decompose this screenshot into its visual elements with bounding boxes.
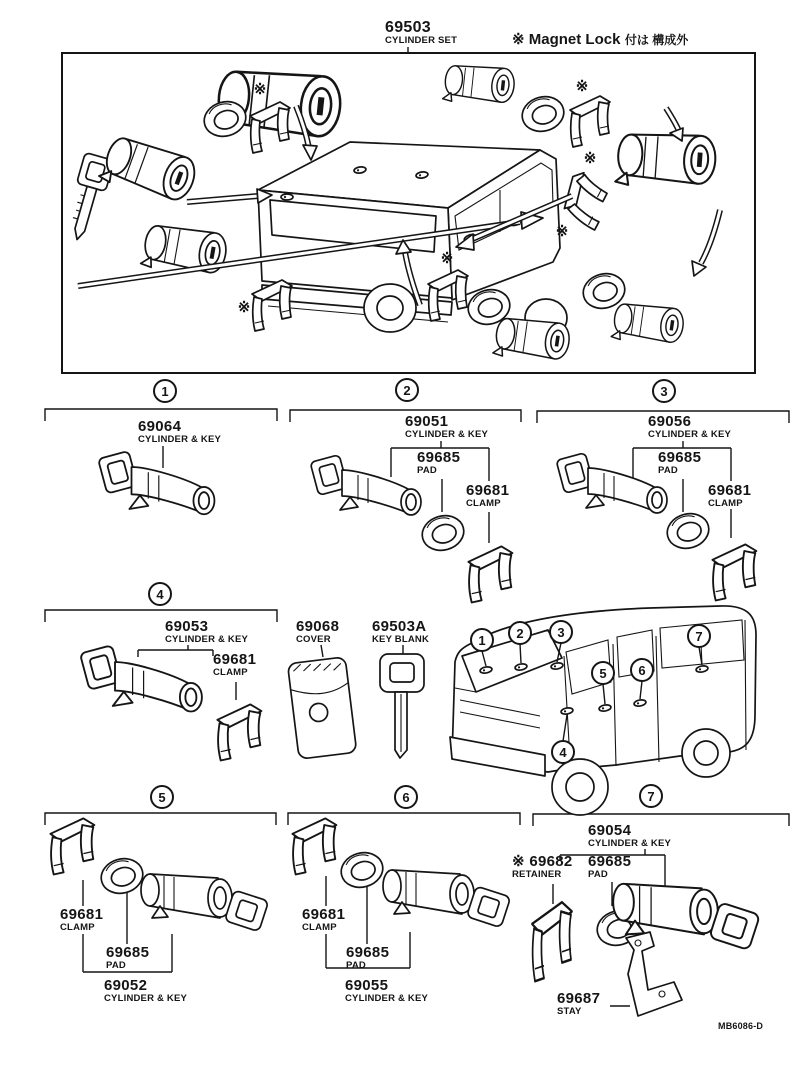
van-callout-5: 5 bbox=[591, 661, 615, 685]
set-title bbox=[385, 19, 457, 47]
part-label: ※ 69682 RETAINER bbox=[512, 853, 573, 881]
van-callout-2: 2 bbox=[508, 621, 532, 645]
part-label: 69681 CLAMP bbox=[466, 482, 510, 510]
cylinder-key-drawing bbox=[556, 453, 667, 513]
section-number-3: 3 bbox=[652, 379, 676, 403]
set-name: CYLINDER SET bbox=[385, 35, 458, 47]
clamp-drawing bbox=[292, 818, 336, 874]
cylinder-drawing bbox=[611, 300, 685, 348]
magnet-mark: ※ bbox=[440, 250, 454, 267]
magnet-lock-note bbox=[512, 30, 688, 49]
cylinder-key-drawing bbox=[310, 455, 421, 515]
van-callout-7: 7 bbox=[687, 624, 711, 648]
part-label: 69068 COVER bbox=[296, 618, 340, 646]
clamp-drawing bbox=[570, 96, 610, 147]
cylinder-drawing bbox=[615, 130, 717, 191]
cylinder-drawing bbox=[442, 62, 515, 107]
cylinder-key-drawing bbox=[80, 645, 202, 711]
clamp-drawing bbox=[712, 544, 756, 600]
part-label: 69685 PAD bbox=[106, 944, 150, 972]
note-text: Magnet Lock bbox=[528, 31, 621, 48]
note-symbol: ※ bbox=[512, 31, 525, 48]
part-label: 69054 CYLINDER & KEY bbox=[588, 822, 672, 850]
magnet-mark: ※ bbox=[253, 81, 267, 98]
pad-drawing bbox=[418, 511, 467, 555]
diagram-code: MB6086-D bbox=[718, 1021, 764, 1031]
part-label: 69685 PAD bbox=[346, 944, 390, 972]
van-callout-4: 4 bbox=[551, 740, 575, 764]
part-label: 69053 CYLINDER & KEY bbox=[165, 618, 249, 646]
section-number-1: 1 bbox=[153, 379, 177, 403]
part-label: 69681 CLAMP bbox=[213, 651, 257, 679]
van-callout-6: 6 bbox=[630, 658, 654, 682]
section-number-2: 2 bbox=[395, 378, 419, 402]
van-callout-1: 1 bbox=[470, 628, 494, 652]
part-label: 69064 CYLINDER & KEY bbox=[138, 418, 222, 446]
cylinder-key-drawing bbox=[98, 451, 214, 514]
pad-drawing bbox=[97, 854, 146, 898]
key-blank-drawing bbox=[380, 654, 424, 758]
cylinder-key-drawing bbox=[141, 874, 269, 932]
cylinder-key-drawing bbox=[383, 870, 511, 928]
part-label: 69051 CYLINDER & KEY bbox=[405, 413, 489, 441]
clamp-drawing bbox=[217, 704, 261, 760]
part-label: 69681 CLAMP bbox=[708, 482, 752, 510]
cover-drawing bbox=[287, 657, 356, 759]
part-label: 69685 PAD bbox=[417, 449, 461, 477]
clamp-drawing bbox=[252, 280, 292, 331]
section-number-4: 4 bbox=[148, 582, 172, 606]
part-label: 69503A KEY BLANK bbox=[372, 618, 430, 646]
part-label: 69681 CLAMP bbox=[302, 906, 346, 934]
set-number: 69503 bbox=[385, 19, 431, 36]
part-label: 69055 CYLINDER & KEY bbox=[345, 977, 429, 1005]
pad-drawing bbox=[337, 848, 386, 892]
section-number-6: 6 bbox=[394, 785, 418, 809]
section-number-5: 5 bbox=[150, 785, 174, 809]
van-callout-3: 3 bbox=[549, 620, 573, 644]
magnet-mark: ※ bbox=[555, 223, 569, 240]
stay-drawing bbox=[626, 932, 682, 1016]
part-label: 69687 STAY bbox=[557, 990, 601, 1018]
clamp-drawing bbox=[468, 546, 512, 602]
magnet-mark: ※ bbox=[237, 299, 251, 316]
magnet-mark: ※ bbox=[575, 78, 589, 95]
part-label: 69056 CYLINDER & KEY bbox=[648, 413, 732, 441]
part-label: 69685 PAD bbox=[588, 853, 632, 881]
part-label: 69681 CLAMP bbox=[60, 906, 104, 934]
part-label: 69685 PAD bbox=[658, 449, 702, 477]
part-label: 69052 CYLINDER & KEY bbox=[104, 977, 188, 1005]
pad-drawing bbox=[663, 509, 712, 553]
section-number-7: 7 bbox=[639, 784, 663, 808]
note-jp: 付は 構成外 bbox=[624, 33, 689, 47]
pad-drawing bbox=[518, 92, 567, 136]
cylinder-drawing bbox=[98, 132, 200, 209]
retainer-drawing bbox=[532, 902, 572, 981]
magnet-mark: ※ bbox=[583, 150, 597, 167]
clamp-drawing bbox=[50, 818, 94, 874]
